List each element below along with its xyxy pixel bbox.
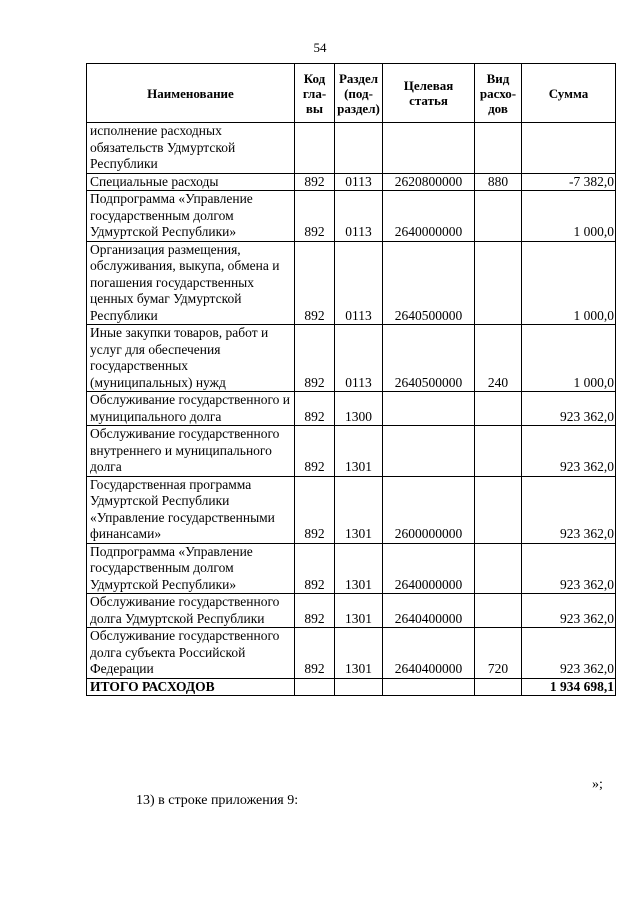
header-type: Вид расхо-дов xyxy=(475,64,522,123)
cell-code xyxy=(295,123,335,174)
table-row xyxy=(87,325,616,392)
cell-code: 892 xyxy=(295,426,335,477)
cell-name: Подпрограмма «Управление государственным долгом Удмуртской Республики» xyxy=(87,543,295,594)
table-header-row xyxy=(87,64,616,123)
closing-quote: »; xyxy=(592,777,603,792)
total-row xyxy=(87,678,616,696)
table-row xyxy=(87,123,616,174)
cell-target xyxy=(383,123,475,174)
table-row xyxy=(87,173,616,191)
cell-name: Обслуживание государственного долга Удмуртской Республики xyxy=(87,594,295,628)
header-target: Целевая статья xyxy=(383,64,475,123)
cell-type xyxy=(475,476,522,543)
cell-sum: 1 000,0 xyxy=(522,241,616,325)
cell-name: Обслуживание государственного долга субъекта Российской Федерации xyxy=(87,628,295,679)
cell-section: 1301 xyxy=(335,426,383,477)
table-row xyxy=(87,191,616,242)
header-section: Раздел (под-раздел) xyxy=(335,64,383,123)
total-empty-cell xyxy=(475,678,522,696)
cell-code: 892 xyxy=(295,325,335,392)
cell-name: Иные закупки товаров, работ и услуг для обеспечения государственных (муниципальных) нужд xyxy=(87,325,295,392)
cell-target: 2640000000 xyxy=(383,543,475,594)
expenditure-table xyxy=(86,63,616,696)
cell-name: Подпрограмма «Управление государственным долгом Удмуртской Республики» xyxy=(87,191,295,242)
cell-sum: 1 000,0 xyxy=(522,325,616,392)
table-row xyxy=(87,426,616,477)
cell-type xyxy=(475,543,522,594)
total-empty-cell xyxy=(383,678,475,696)
cell-code: 892 xyxy=(295,594,335,628)
cell-section: 0113 xyxy=(335,241,383,325)
cell-target: 2620800000 xyxy=(383,173,475,191)
cell-section: 0113 xyxy=(335,173,383,191)
cell-section: 0113 xyxy=(335,325,383,392)
cell-name: Государственная программа Удмуртской Республики «Управление государственными финансами» xyxy=(87,476,295,543)
cell-section: 1301 xyxy=(335,628,383,679)
cell-name: Специальные расходы xyxy=(87,173,295,191)
total-empty-cell xyxy=(335,678,383,696)
total-sum: 1 934 698,1 xyxy=(522,678,616,696)
cell-target: 2640500000 xyxy=(383,241,475,325)
total-label: ИТОГО РАСХОДОВ xyxy=(87,678,295,696)
cell-sum: 923 362,0 xyxy=(522,594,616,628)
page-number: 54 xyxy=(313,40,327,55)
table-row xyxy=(87,543,616,594)
cell-target: 2640000000 xyxy=(383,191,475,242)
cell-section: 1300 xyxy=(335,392,383,426)
table-row xyxy=(87,628,616,679)
header-sum: Сумма xyxy=(522,64,616,123)
cell-section: 0113 xyxy=(335,191,383,242)
cell-section: 1301 xyxy=(335,594,383,628)
cell-target: 2600000000 xyxy=(383,476,475,543)
cell-code: 892 xyxy=(295,241,335,325)
table-row xyxy=(87,241,616,325)
table-body xyxy=(87,123,616,696)
cell-type xyxy=(475,426,522,477)
cell-target: 2640400000 xyxy=(383,594,475,628)
table-row xyxy=(87,594,616,628)
cell-target: 2640400000 xyxy=(383,628,475,679)
cell-type xyxy=(475,123,522,174)
table-row xyxy=(87,476,616,543)
cell-section xyxy=(335,123,383,174)
cell-name: Обслуживание государственного и муниципального долга xyxy=(87,392,295,426)
cell-type xyxy=(475,392,522,426)
cell-sum: 923 362,0 xyxy=(522,426,616,477)
cell-sum: 1 000,0 xyxy=(522,191,616,242)
cell-name: Обслуживание государственного внутреннего и муниципального долга xyxy=(87,426,295,477)
cell-sum: 923 362,0 xyxy=(522,392,616,426)
cell-type xyxy=(475,191,522,242)
cell-name: Организация размещения, обслуживания, выкупа, обмена и погашения государственных ценных бумаг Удмуртской Республики xyxy=(87,241,295,325)
cell-sum: -7 382,0 xyxy=(522,173,616,191)
cell-code: 892 xyxy=(295,476,335,543)
cell-type: 720 xyxy=(475,628,522,679)
cell-sum: 923 362,0 xyxy=(522,628,616,679)
cell-code: 892 xyxy=(295,628,335,679)
cell-sum: 923 362,0 xyxy=(522,476,616,543)
cell-code: 892 xyxy=(295,392,335,426)
cell-section: 1301 xyxy=(335,476,383,543)
cell-target xyxy=(383,426,475,477)
cell-section: 1301 xyxy=(335,543,383,594)
total-empty-cell xyxy=(295,678,335,696)
cell-code: 892 xyxy=(295,191,335,242)
cell-target xyxy=(383,392,475,426)
cell-sum: 923 362,0 xyxy=(522,543,616,594)
cell-type xyxy=(475,241,522,325)
header-code: Код гла-вы xyxy=(295,64,335,123)
cell-name: исполнение расходных обязательств Удмуртской Республики xyxy=(87,123,295,174)
cell-sum xyxy=(522,123,616,174)
cell-type: 240 xyxy=(475,325,522,392)
cell-target: 2640500000 xyxy=(383,325,475,392)
cell-code: 892 xyxy=(295,543,335,594)
footer-text: 13) в строке приложения 9: xyxy=(136,793,299,808)
table-row xyxy=(87,392,616,426)
cell-type xyxy=(475,594,522,628)
cell-type: 880 xyxy=(475,173,522,191)
header-name: Наименование xyxy=(87,64,295,123)
cell-code: 892 xyxy=(295,173,335,191)
